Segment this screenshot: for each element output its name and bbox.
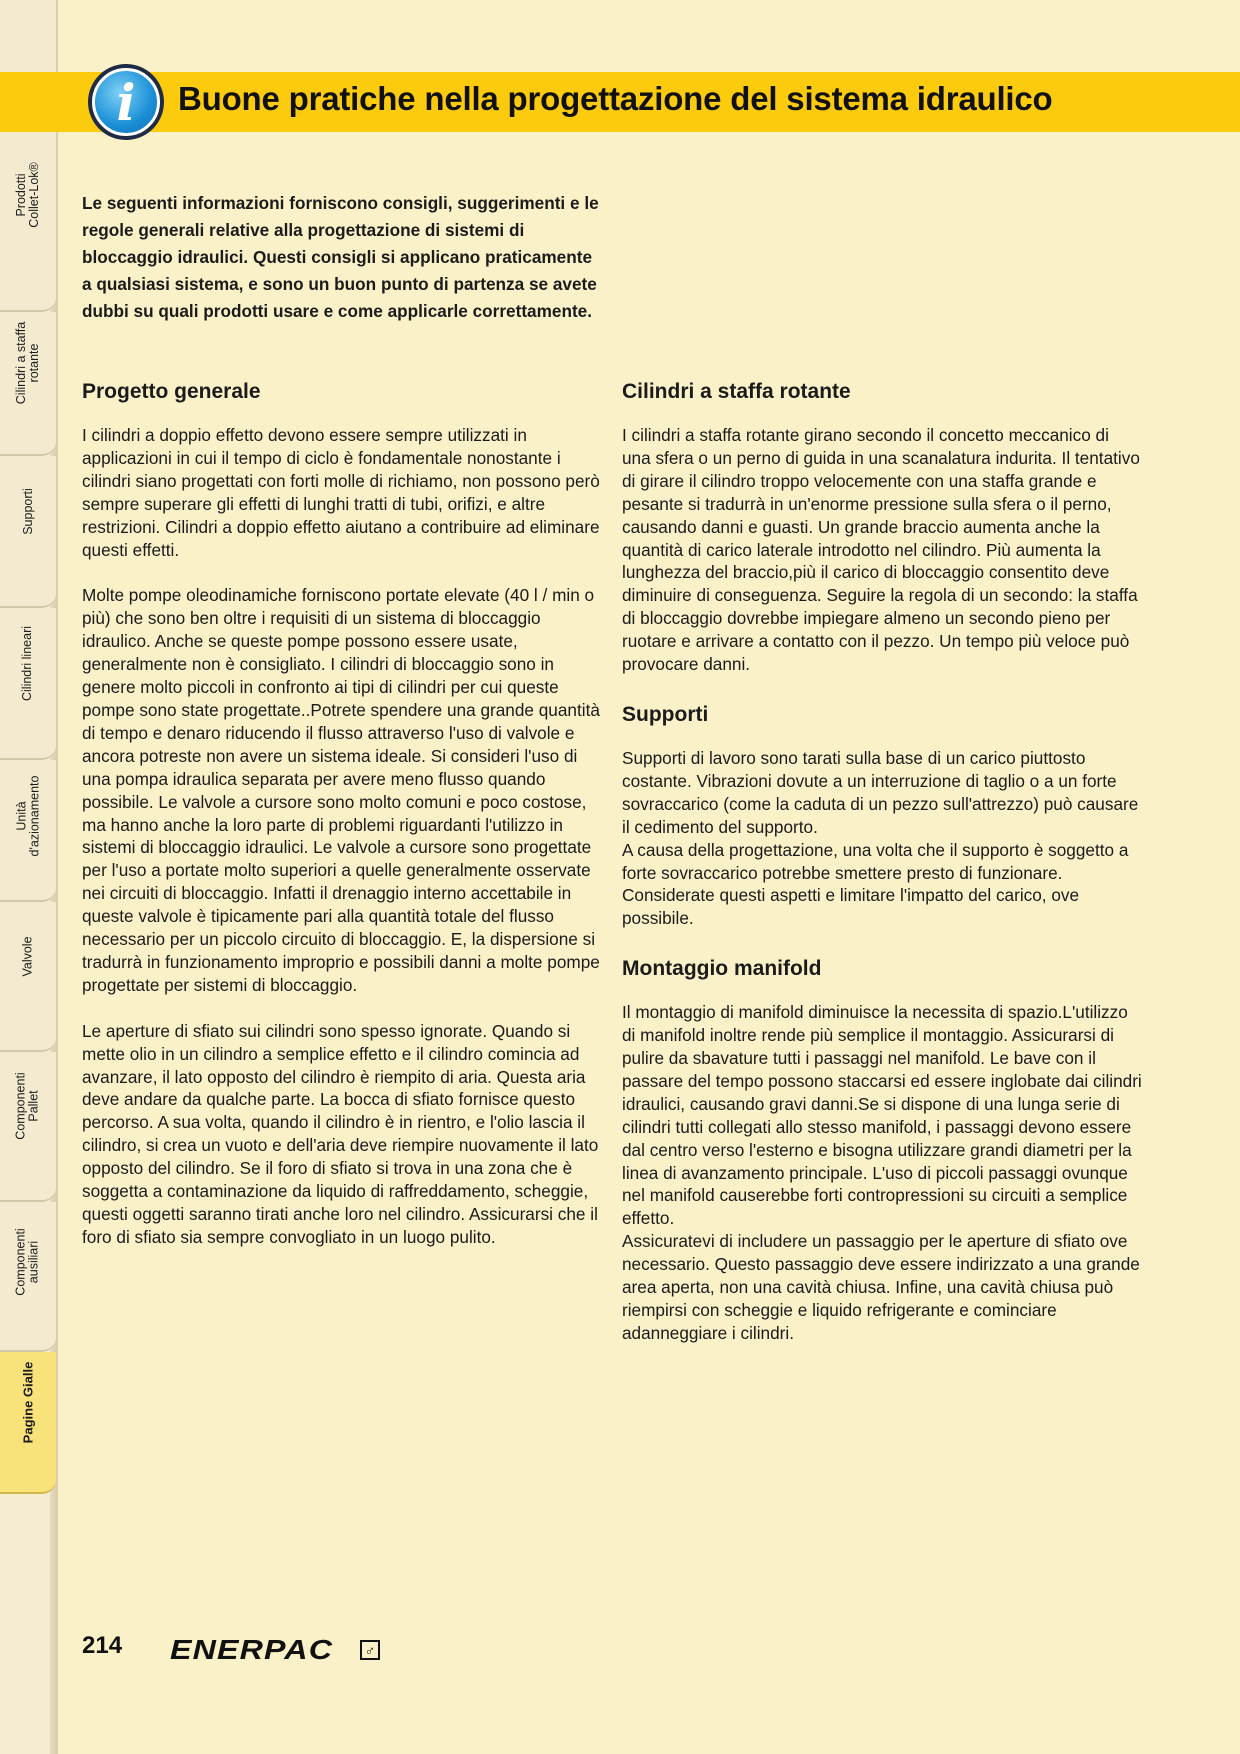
enerpac-logo xyxy=(170,1634,380,1666)
page-number: 214 xyxy=(82,1632,123,1659)
tab-label: Valvole xyxy=(20,935,35,977)
tab-supporti[interactable] xyxy=(0,456,56,608)
tab-prodotti-collet-lok[interactable] xyxy=(0,0,56,312)
tab-label: Supporti xyxy=(20,487,35,535)
tab-label: Cilindri lineari xyxy=(20,625,35,701)
tab-label: Componenti Pallet xyxy=(14,1072,41,1140)
section-heading-cilindri-staffa-rotante: Cilindri a staffa rotante xyxy=(622,380,851,403)
tab-pagine-gialle[interactable] xyxy=(0,1352,56,1494)
section-heading-montaggio-manifold: Montaggio manifold xyxy=(622,957,822,981)
paragraph: I cilindri a doppio effetto devono essere sempre utilizzati in applicazioni in cui il tempo di ciclo è fondamentale nonostante i cilindri siano progettati con forti molle di richiamo, non possono però sempre superare gli effetti di lunghi tratti di tubi, orifizi, e altre restrizioni. Cilindri a doppio effetto aiutano a contribuire ad eliminare questi effetti. xyxy=(82,425,600,560)
left-column xyxy=(82,376,602,1272)
tab-label: Pagine Gialle xyxy=(20,1361,36,1443)
tab-componenti-pallet[interactable] xyxy=(0,1052,56,1202)
brand-mark-icon: ♂ xyxy=(360,1640,380,1660)
section-heading-progetto-generale: Progetto generale xyxy=(82,380,261,403)
tab-label: Prodotti Collet-Lok® xyxy=(14,162,41,228)
info-icon: i xyxy=(88,64,164,140)
intro-paragraph: Le seguenti informazioni forniscono consigli, suggerimenti e le regole generali relative alla progettazione di sistemi di bloccaggio idraulici. Questi consigli si applicano praticamente a qualsiasi sistema, e sono un buon punto di partenza se avete dubbi su quali prodotti usare e come applicarle correttamente. xyxy=(82,193,599,321)
paragraph: Le aperture di sfiato sui cilindri sono spesso ignorate. Quando si mette olio in un cilindro a semplice effetto e il cilindro comincia ad avanzare, il lato opposto del cilindro è riempito di aria. Questa aria deve andare da qualche parte. La bocca di sfiato fornisce questo percorso. A sua volta, quando il cilindro è in rientro, e l'olio lascia il cilindro, si crea un vuoto e dell'aria deve riempire nuovamente il lato opposto del cilindro. Se il foro di sfiato si trova in una zona che è soggetta a contaminazione da liquido di raffreddamento, scheggie, questi oggetti saranno tirati anche loro nel cilindro. Assicurarsi che il foro di sfiato sia sempre convogliato in un luogo pulito. xyxy=(82,1020,599,1247)
tab-componenti-ausiliari[interactable] xyxy=(0,1202,56,1352)
brand-wordmark: ENERPAC xyxy=(170,1634,334,1665)
tab-unita-azionamento[interactable] xyxy=(0,760,56,902)
tab-valvole[interactable] xyxy=(0,902,56,1052)
tab-label: Unità d'azionamento xyxy=(14,775,42,857)
tab-label: Componenti ausiliari xyxy=(14,1228,41,1296)
paragraph: I cilindri a staffa rotante girano secondo il concetto meccanico di una sfera o un perno di guida in una scanalatura indurita. Il tentativo di girare il cilindro troppo velocemente con una staffa grande e pesante si tradurrà in un'enorme pressione sulla sfera o il perno, causando danni e guasti. Un grande braccio aumenta anche la quantità di carico laterale introdotto nel cilindro. Più aumenta la lunghezza del braccio,più il carico di bloccaggio consentito deve diminuire di conseguenza. Seguire la regola di un secondo: la staffa di bloccaggio dovrebbe impiegare almeno un secondo pieno per ruotare e arrivare a contatto con il pezzo. Un tempo più veloce può provocare danni. xyxy=(622,425,1140,675)
right-column xyxy=(622,376,1142,1368)
paragraph: Supporti di lavoro sono tarati sulla base di un carico piuttosto costante. Vibrazioni dovute a un interruzione di taglio o a un forte sovraccarico (come la caduta di un pezzo sull'attrezzo) può causare il cedimento del supporto. A causa della progettazione, una volta che il supporto è soggetto a forte sovraccarico potrebbe smettere presto di funzionare. Considerate questi aspetti e limitare l'impatto del carico, ove possibile. xyxy=(622,747,1139,929)
tab-cilindri-a-staffa-rotante[interactable] xyxy=(0,312,56,456)
page-title: Buone pratiche nella progettazione del sistema idraulico xyxy=(178,80,1053,117)
section-heading-supporti: Supporti xyxy=(622,702,709,726)
tab-label: Cilindri a staffa rotante xyxy=(14,321,42,405)
paragraph: Molte pompe oleodinamiche forniscono portate elevate (40 l / min o più) che sono ben oltre i requisiti di un sistema di bloccaggio idraulico. Anche se queste pompe possono essere usate, generalmente non è consigliato. I cilindri di bloccaggio sono in genere molto piccoli in confronto ai tipi di cilindri per cui queste pompe sono state progettate..Potrete spendere una grande quantità di tempo e denaro riducendo il flusso attraverso l'uso di valvole e ancora potreste non avere un sistema ideale. Si consideri l'uso di una pompa idraulica separata per avere meno flusso quando possibile. Le valvole a cursore sono molto comuni e poco costose, ma hanno anche la loro parte di problemi riguardanti l'utilizzo in sistemi di bloccaggio idraulici. Le valvole a cursore sono progettate per l'uso a portate molto superiori a quelle generalmente osservate nei circuiti di bloccaggio. Infatti il drenaggio interno accettabile in queste valvole è tipicamente pari alla quantità totale del flusso necessario per un piccolo circuito di bloccaggio. E, la dispersione si tradurrà in funzionamento improprio e possibili danni a molte pompe progettate per sistemi di bloccaggio. xyxy=(82,585,600,995)
paragraph: Il montaggio di manifold diminuisce la necessita di spazio.L'utilizzo di manifold inoltre rende più semplice il montaggio. Assicurarsi di pulire da sbavature tutti i passaggi nel manifold. Le bave con il passare del tempo possono staccarsi ed essere inglobate dai cilindri idraulici, causando gravi danni.Se si dispone di una lunga serie di cilindri tutti collegati allo stesso manifold, i passaggi devono essere dal centro verso l'esterno e bisogna utilizzare grandi diametri per la linea di avanzamento principale. L'uso di piccoli passaggi ovunque nel manifold causerebbe forti contropressioni su circuiti a semplice effetto. Assicuratevi di includere un passaggio per le aperture di sfiato ove necessario. Questo passaggio deve essere indirizzato a una grande area aperta, non una cavità chiusa. Infine, una cavità chiusa può riempirsi con scheggie e liquido refrigerante e cominciare adanneggiare i cilindri. xyxy=(622,1002,1142,1343)
tab-cilindri-lineari[interactable] xyxy=(0,608,56,760)
